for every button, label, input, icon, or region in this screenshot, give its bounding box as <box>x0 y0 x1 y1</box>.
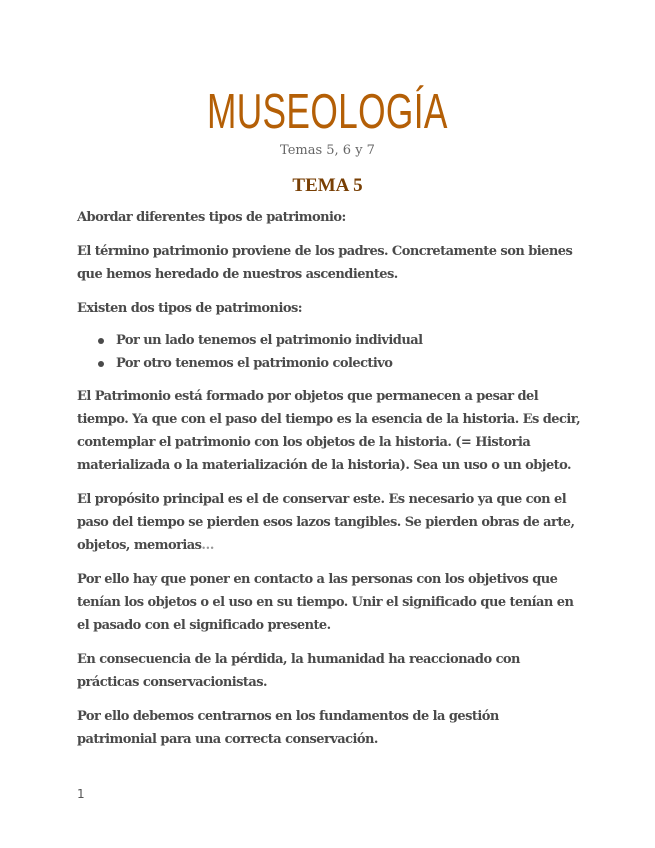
types-intro-paragraph: Existen dos tipos de patrimonios: <box>77 301 302 316</box>
patrimonio-paragraph: El Patrimonio está formado por objetos que permanecen a pesar del tiempo. Ya que con el paso del tiempo es la esencia de la historia. Es decir, contemplar el patrimonio con los objetos de la historia. (= Historia materializada o la materialización de la historia). Sea un uso o un objeto. <box>77 389 581 473</box>
intro-paragraph: Abordar diferentes tipos de patrimonio: <box>77 210 346 225</box>
types-list <box>77 329 582 375</box>
list-item <box>77 329 582 352</box>
bullet-icon <box>98 361 104 367</box>
page-title: MUSEOLOGÍA <box>206 85 448 139</box>
proposito-text: El propósito principal es el de conservar este. Es necesario ya que con el paso del tiempo se pierden esos lazos tangibles. Se pierden obras de arte, objetos, memorias <box>77 492 575 553</box>
list-item-text: Por otro tenemos el patrimonio colectivo <box>116 356 393 371</box>
fundamentos-paragraph: Por ello debemos centrarnos en los fundamentos de la gestión patrimonial para una correcta conservación. <box>77 709 499 747</box>
document-body <box>77 206 582 762</box>
page-subtitle: Temas 5, 6 y 7 <box>280 143 375 158</box>
origin-paragraph: El término patrimonio proviene de los padres. Concretamente son bienes que hemos heredado de nuestros ascendientes. <box>77 244 573 282</box>
contacto-paragraph: Por ello hay que poner en contacto a las personas con los objetivos que tenían los objetos o el uso en su tiempo. Unir el significado que tenían en el pasado con el significado presente. <box>77 572 574 633</box>
list-item-text: Por un lado tenemos el patrimonio individual <box>116 333 423 348</box>
list-item <box>77 352 582 375</box>
consecuencia-paragraph: En consecuencia de la pérdida, la humanidad ha reaccionado con prácticas conservacionistas. <box>77 652 520 690</box>
page-number: 1 <box>77 787 85 801</box>
bullet-icon <box>98 338 104 344</box>
section-heading: TEMA 5 <box>292 175 363 196</box>
proposito-paragraph <box>77 488 582 557</box>
ellipsis-mark: … <box>201 538 214 553</box>
